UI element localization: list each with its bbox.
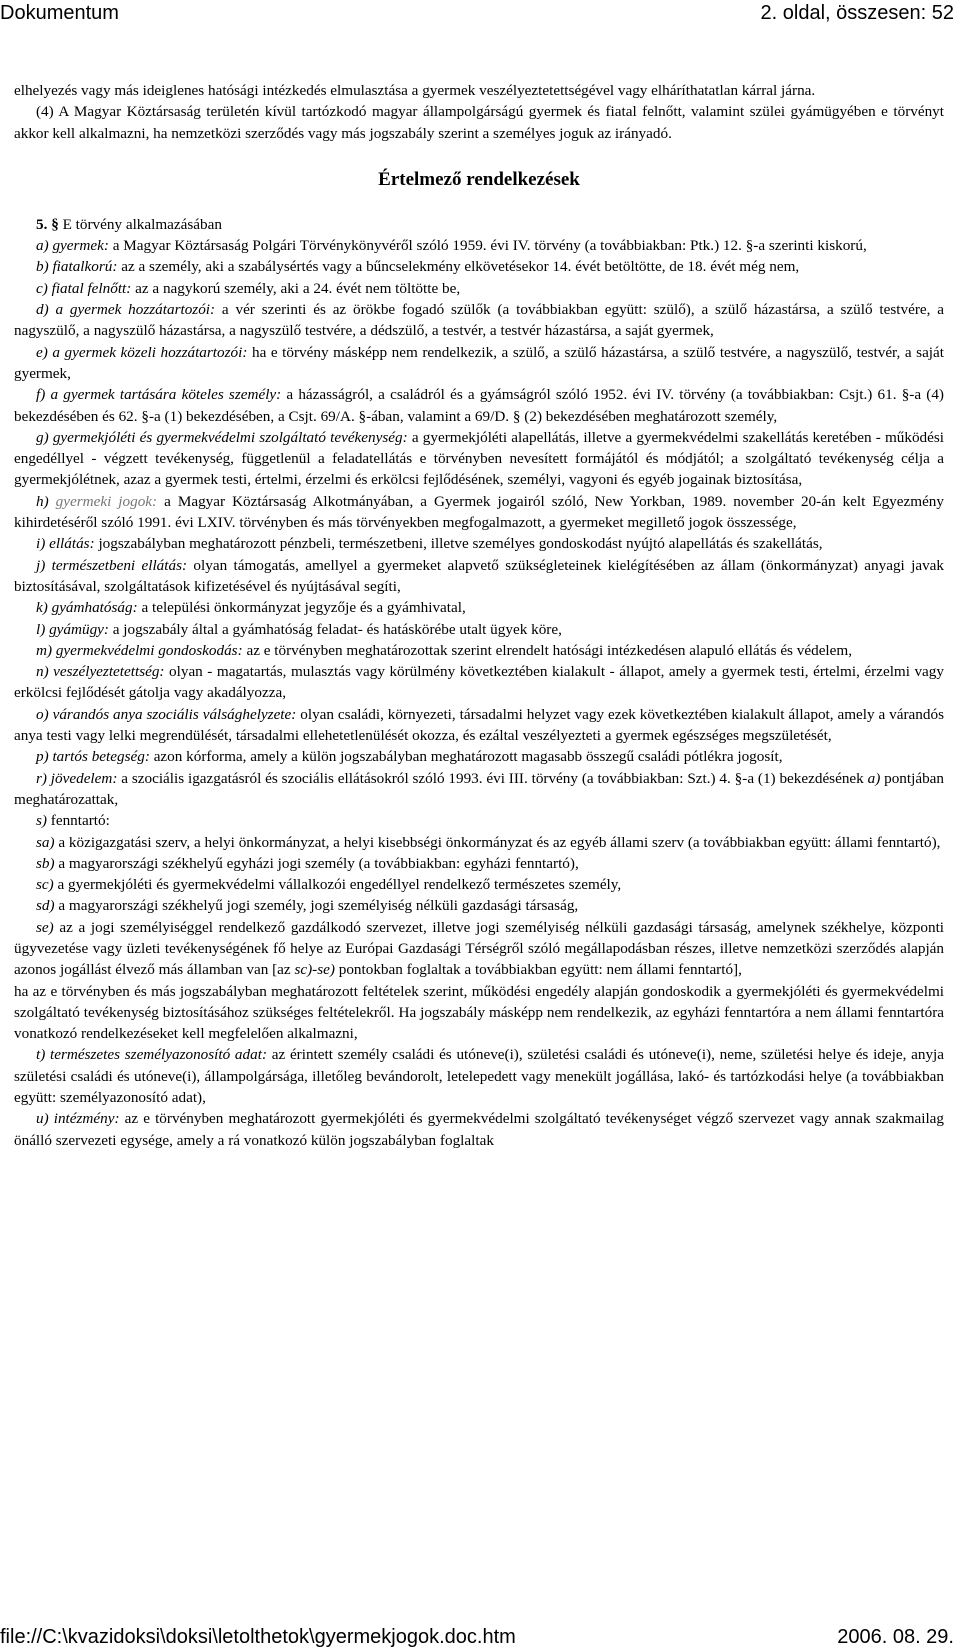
definition-label: h) bbox=[36, 492, 49, 510]
definition-label: f) a gyermek tartására köteles személy: bbox=[36, 386, 282, 404]
definition-text-2: pontokban foglaltak a továbbiakban együtt: nem állami fenntartó], bbox=[338, 961, 742, 979]
section-heading: Értelmező rendelkezések bbox=[378, 168, 580, 190]
document-body bbox=[14, 80, 944, 1151]
definition-text: a szociális igazgatásról és szociális ellátásokról szóló 1993. évi III. törvény (a továbbiakban: Szt.) 4. §-a (1) bekezdésének bbox=[121, 769, 864, 787]
definition-text: fenntartó: bbox=[50, 812, 110, 830]
definition-text: a házasságról, a családról és a gyámságról szóló 1952. évi IV. törvény (a továbbiakban: Csjt.) 61. §-a (4) bekezdésében és 62. §-a (1) bekezdésében, a Csjt. 69/A. §-ában, valamint a 69/D. § (2) bekezdésében meghatározott személy, bbox=[14, 386, 944, 425]
definition-h bbox=[14, 491, 944, 534]
definition-text: az érintett személy családi és utóneve(i), születési családi és utóneve(i), neme, születési helye és ideje, anyja születési családi és utóneve(i), állampolgársága, illetőleg bevándorolt, letelepedett vagy menekült jogállása, lakó- és tartózkodási helye (a továbbiakban együtt: személyazonosító adat), bbox=[14, 1046, 944, 1107]
definition-label: j) természetbeni ellátás: bbox=[36, 556, 188, 574]
definition-p bbox=[14, 746, 944, 767]
definition-label: a) gyermek: bbox=[36, 237, 109, 255]
definition-text: az a jogi személyiséggel rendelkező gazdálkodó szervezet, illetve jogi személyiség nélküli gazdasági társaság, amelynek székhelye, központi ügyvezetése vagy üzleti tevékenységének fő helye az Európai Gazdasági Térségről szóló megállapodásban részes, illetve nemzetközi szerződés alapján azonos jogállást élvező más államban van [az bbox=[14, 918, 945, 979]
definition-l bbox=[14, 619, 944, 640]
page-footer bbox=[0, 1624, 960, 1650]
definition-text: olyan támogatás, amellyel a gyermeket alapvető szükségleteinek kielégítésében az állam (önkormányzat) anyagi javak biztosításával, szolgáltatások kifizetésével és nyújtásával segíti, bbox=[14, 556, 945, 595]
document-title: Dokumentum bbox=[0, 2, 119, 24]
definition-text: a Magyar Köztársaság Alkotmányában, a Gyermek jogairól szóló, New Yorkban, 1989. november 20-án kelt Egyezmény kihirdetéséről szóló 1991. évi LXIV. törvényben és más törvényekben megfogalmazott, a gyermeket megillető jogok összessége, bbox=[14, 492, 944, 532]
paragraph-4: (4) A Magyar Köztársaság területén kívül tartózkodó magyar állampolgárságú gyermek és fiatal felnőtt, valamint szülei gyámügyében e törvényt akkor kell alkalmazni, ha nemzetközi szerződés vagy más jogszabály szerint a személyes joguk az irányadó. bbox=[14, 103, 944, 142]
paragraph-continuation: elhelyezés vagy más ideiglenes hatósági intézkedés elmulasztása a gyermek veszélyeztetettségével vagy elháríthatatlan kárral járna. bbox=[14, 82, 816, 99]
definition-m bbox=[14, 640, 944, 661]
definition-text: az e törvényben meghatározottak szerint elrendelt hatósági intézkedésen alapuló ellátás és védelem, bbox=[246, 641, 853, 659]
definition-b bbox=[14, 256, 944, 277]
definition-label: t) természetes személyazonosító adat: bbox=[36, 1046, 267, 1064]
definition-text: az a személy, aki a szabálysértés vagy a bűncselekmény elkövetésekor 14. évét betöltötte, de 18. évét még nem, bbox=[121, 258, 800, 276]
definition-label: c) fiatal felnőtt: bbox=[36, 279, 132, 297]
definition-text: a vér szerinti és az örökbe fogadó szülők (a továbbiakban együtt: szülő), a szülő házastársa, a szülő testvére, a nagyszülő, a nagyszülő házastársa, a nagyszülő testvére, a dédszülő, a testvér, a testvér házastársa, a saját gyermek, bbox=[14, 301, 944, 340]
definition-label: se) bbox=[36, 918, 54, 936]
definition-i bbox=[14, 533, 944, 554]
definition-label: sa) bbox=[36, 833, 55, 851]
definition-t bbox=[14, 1044, 944, 1108]
definition-c bbox=[14, 278, 944, 299]
definition-r bbox=[14, 768, 944, 811]
definition-g bbox=[14, 427, 944, 491]
definition-text: a jogszabály által a gyámhatóság feladat- és hatáskörébe utalt ügyek köre, bbox=[112, 620, 562, 638]
section-5-intro bbox=[14, 214, 944, 235]
definition-u bbox=[14, 1108, 944, 1151]
print-date: 2006. 08. 29. bbox=[837, 1626, 954, 1648]
page-indicator: 2. oldal, összesen: 52 bbox=[760, 2, 954, 24]
definition-o bbox=[14, 704, 944, 747]
definition-label: g) gyermekjóléti és gyermekvédelmi szolgáltató tevékenység: bbox=[36, 428, 408, 446]
definition-s bbox=[14, 810, 944, 831]
definition-link[interactable]: gyermeki jogok: bbox=[55, 492, 158, 510]
page-header bbox=[0, 0, 960, 26]
definition-label: u) intézmény: bbox=[36, 1110, 120, 1128]
definition-label: o) várandós anya szociális válsághelyzete: bbox=[36, 705, 297, 723]
definition-text: a gyermekjóléti alapellátás, illetve a gyermekvédelmi szakellátás keretében - működési engedéllyel - végzett tevékenység, függetlenül a feladatellátás e törvényben nevesített formájától és módjától; a szolgáltató tevékenység célja a gyermekjólétnek, azaz a gyermek testi, értelmi, érzelmi és erkölcsi fejlődésének, személyi, vagyoni és egyéb jogainak biztosítása, bbox=[14, 428, 945, 489]
definition-text: olyan - magatartás, mulasztás vagy körülmény következtében kialakult - állapot, amely a gyermek testi, értelmi, érzelmi vagy erkölcsi fejlődését gátolja vagy akadályozza, bbox=[14, 663, 944, 702]
definition-n bbox=[14, 661, 944, 704]
definition-label: r) jövedelem: bbox=[36, 769, 118, 787]
definition-label: sc) bbox=[36, 876, 54, 894]
file-path: file://C:\kvazidoksi\doksi\letolthetok\gyermekjogok.doc.htm bbox=[0, 1626, 516, 1648]
definition-label: k) gyámhatóság: bbox=[36, 599, 138, 617]
definition-text: olyan családi, környezeti, társadalmi helyzet vagy ezek következtében kialakult állapot, amely a várandós anya testi vagy lelki megrendülését, társadalmi ellehetetlenülését okozza, és ezáltal veszélyezteti a gyermek egészséges megszületését, bbox=[14, 705, 944, 745]
definition-sc bbox=[14, 874, 944, 895]
definition-label: m) gyermekvédelmi gondoskodás: bbox=[36, 641, 243, 659]
definition-text: ha e törvény másképp nem rendelkezik, a szülő, a szülő házastársa, a szülő testvére, a nagyszülő, testvér, a saját gyermek, bbox=[14, 343, 944, 382]
definition-ref: sc)-se) bbox=[294, 961, 335, 979]
definition-sd bbox=[14, 895, 944, 916]
definition-label: p) tartós betegség: bbox=[36, 748, 150, 766]
definition-label: sd) bbox=[36, 897, 55, 915]
definition-text-2: pontjában meghatározattak, bbox=[14, 769, 944, 808]
definition-text: a közigazgatási szerv, a helyi önkormányzat, a helyi kisebbségi önkormányzat és az egyéb állami szerv (a továbbiakban együtt: állami fenntartó), bbox=[58, 833, 941, 851]
section-number: 5. bbox=[36, 215, 48, 233]
definition-label: n) veszélyeztetettség: bbox=[36, 663, 165, 681]
definition-d bbox=[14, 299, 944, 342]
definition-se bbox=[14, 917, 944, 981]
fenntarto-closing: ha az e törvényben és más jogszabályban meghatározott feltételek szerint, működési engedély alapján gondoskodik a gyermekjóléti és gyermekvédelmi szolgáltató tevékenység biztosításához szükséges feltételekről. Ha jogszabály másképp nem rendelkezik, az egyházi fenntartóra a nem állami fenntartóra vonatkozó rendelkezéseket kell megfelelően alkalmazni, bbox=[14, 982, 944, 1043]
definition-label: e) a gyermek közeli hozzátartozói: bbox=[36, 343, 248, 361]
section-5-text: E törvény alkalmazásában bbox=[62, 215, 222, 233]
definition-ref: a) bbox=[867, 769, 881, 787]
definition-text: a települési önkormányzat jegyzője és a gyámhivatal, bbox=[141, 599, 466, 617]
definition-e bbox=[14, 342, 944, 385]
definition-text: az a nagykorú személy, aki a 24. évét nem töltötte be, bbox=[135, 279, 461, 297]
definition-j bbox=[14, 555, 944, 598]
definition-sa bbox=[14, 832, 944, 853]
definition-label: i) ellátás: bbox=[36, 535, 95, 553]
definition-text: a magyarországi székhelyű egyházi jogi személy (a továbbiakban: egyházi fenntartó), bbox=[58, 854, 579, 872]
definition-sb bbox=[14, 853, 944, 874]
definition-label: l) gyámügy: bbox=[36, 620, 109, 638]
definition-label: b) fiatalkorú: bbox=[36, 258, 118, 276]
definition-label: s) bbox=[36, 812, 47, 830]
definition-text: a Magyar Köztársaság Polgári Törvénykönyvéről szóló 1959. évi IV. törvény (a továbbiakban: Ptk.) 12. §-a szerinti kiskorú, bbox=[112, 237, 867, 255]
definition-text: azon kórforma, amely a külön jogszabályban meghatározott magasabb összegű családi pótlékra jogosít, bbox=[153, 748, 783, 766]
definition-f bbox=[14, 384, 944, 427]
definition-a bbox=[14, 235, 944, 256]
definition-text: a gyermekjóléti és gyermekvédelmi vállalkozói engedéllyel rendelkező természetes személy, bbox=[57, 876, 622, 894]
definition-text: jogszabályban meghatározott pénzbeli, természetbeni, illetve személyes gondoskodást nyújtó alapellátás és szakellátás, bbox=[98, 535, 823, 553]
definition-label: d) a gyermek hozzátartozói: bbox=[36, 301, 216, 319]
definition-text: az e törvényben meghatározott gyermekjóléti és gyermekvédelmi szolgáltató tevékenységet végző szervezet vagy annak szakmailag önálló szervezeti egysége, amely a rá vonatkozó külön jogszabályban foglaltak bbox=[14, 1110, 945, 1149]
definition-k bbox=[14, 597, 944, 618]
section-sign: § bbox=[51, 215, 59, 233]
definition-label: sb) bbox=[36, 854, 55, 872]
definition-text: a magyarországi székhelyű jogi személy, jogi személyiség nélküli gazdasági társaság, bbox=[58, 897, 579, 915]
